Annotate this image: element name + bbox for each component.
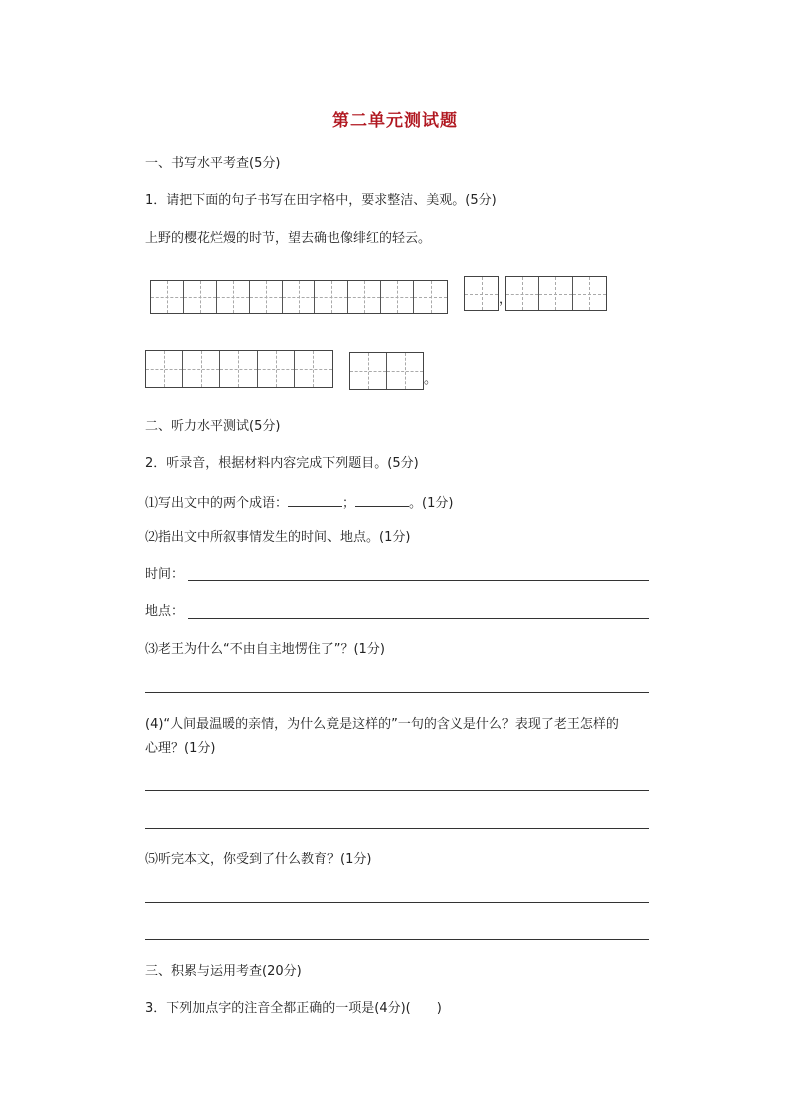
grid-cell — [573, 277, 606, 310]
copy-sentence: 上野的樱花烂熳的时节，望去确也像绯红的轻云。 — [145, 231, 432, 246]
section-3-heading: 三、积累与运用考查(20分) — [145, 964, 302, 979]
grid-cell — [414, 281, 447, 313]
grid-cell — [250, 281, 283, 313]
subquestion-2: ⑵指出文中所叙事情发生的时间、地点。(1分) — [145, 530, 411, 545]
grid-cell — [146, 351, 183, 387]
grid-cell — [258, 351, 295, 387]
question-1: 1．请把下面的句子书写在田字格中，要求整洁、美观。(5分) — [145, 193, 497, 208]
grid-cell — [539, 277, 572, 310]
grid-comma: ， — [499, 292, 513, 307]
writing-grid-row1-a[interactable] — [150, 280, 448, 314]
subquestion-4-line1: (4)“人间最温暖的亲情，为什么竟是这样的”一句的含义是什么？表现了老王怎样的 — [145, 717, 619, 732]
place-answer-line[interactable] — [188, 618, 649, 619]
time-label: 时间： — [145, 567, 185, 582]
subquestion-1-points: 。(1分) — [409, 496, 454, 511]
grid-cell — [381, 281, 414, 313]
answer-line-5b[interactable] — [145, 939, 649, 940]
subquestion-1-separator: ； — [342, 496, 356, 511]
question-3: 3．下列加点字的注音全都正确的一项是(4分)( ) — [145, 1001, 442, 1016]
answer-line-3[interactable] — [145, 692, 649, 693]
grid-cell — [295, 351, 332, 387]
grid-cell — [465, 277, 498, 310]
subquestion-3: ⑶老王为什么“不由自主地愣住了”？(1分) — [145, 642, 385, 657]
subquestion-1-prompt: ⑴写出文中的两个成语： — [145, 496, 289, 511]
subquestion-5: ⑸听完本文，你受到了什么教育？(1分) — [145, 852, 372, 867]
answer-line-5a[interactable] — [145, 902, 649, 903]
writing-grid-row2-a[interactable] — [145, 350, 333, 388]
grid-cell — [348, 281, 381, 313]
grid-cell — [387, 353, 424, 389]
page-title: 第二单元测试题 — [332, 111, 458, 131]
grid-cell — [220, 351, 257, 387]
grid-cell — [506, 277, 539, 310]
writing-grid-row1-b[interactable] — [464, 276, 499, 311]
grid-cell — [217, 281, 250, 313]
grid-cell — [315, 281, 348, 313]
grid-cell — [184, 281, 217, 313]
grid-period: 。 — [424, 372, 438, 387]
question-2: 2．听录音，根据材料内容完成下列题目。(5分) — [145, 456, 419, 471]
answer-line-4b[interactable] — [145, 828, 649, 829]
writing-grid-row1-c[interactable] — [505, 276, 607, 311]
idiom-blank-1[interactable] — [288, 494, 342, 507]
idiom-blank-2[interactable] — [355, 494, 409, 507]
grid-cell — [350, 353, 387, 389]
subquestion-1 — [145, 494, 453, 512]
place-label: 地点： — [145, 604, 185, 619]
subquestion-4-line2: 心理？(1分) — [145, 741, 216, 756]
grid-cell — [151, 281, 184, 313]
answer-line-4a[interactable] — [145, 790, 649, 791]
section-1-heading: 一、书写水平考查(5分) — [145, 156, 281, 171]
time-answer-line[interactable] — [188, 580, 649, 581]
grid-cell — [283, 281, 316, 313]
writing-grid-row2-b[interactable] — [349, 352, 424, 390]
section-2-heading: 二、听力水平测试(5分) — [145, 419, 281, 434]
grid-cell — [183, 351, 220, 387]
